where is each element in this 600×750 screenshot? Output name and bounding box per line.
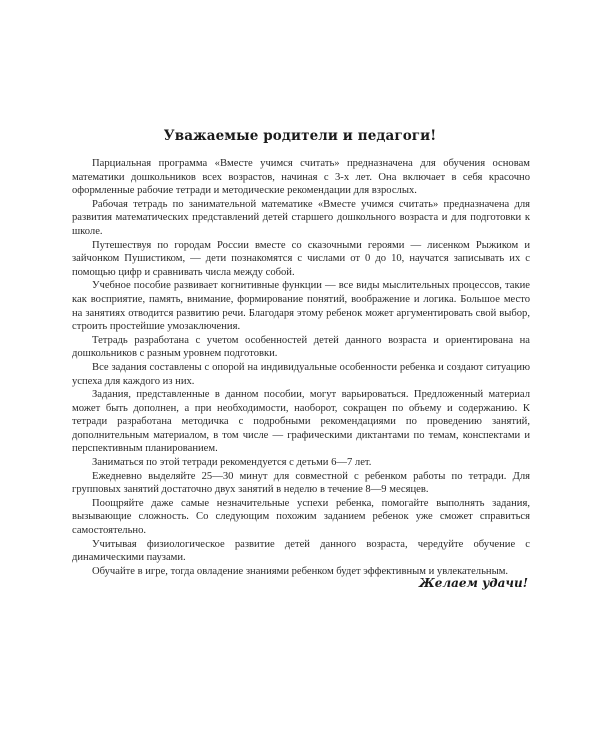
paragraph: Все задания составлены с опорой на индивидуальные особенности ребенка и создают ситуацию успеха для каждого из них. xyxy=(72,361,530,387)
paragraph: Обучайте в игре, тогда овладение знаниями ребенком будет эффективным и увлекательным. xyxy=(92,565,509,577)
paragraph: Учебное пособие развивает когнитивные функции — все виды мыслительных процессов, такие как восприятие, память, внимание, формирование понятий, воображение и логика. Большое место на занятиях отводится развитию речи. Благодаря этому ребенок может аргументировать свой выбор, строить простейшие умозаключения. xyxy=(72,280,530,333)
paragraph: Тетрадь разработана с учетом особенностей детей данного возраста и ориентирована на дошкольников с разным уровнем подготовки. xyxy=(72,334,530,360)
paragraph: Путешествуя по городам России вместе со сказочными героями — лисенком Рыжиком и зайчонком Пушистиком, — дети познакомятся с числами от 0 до 10, научатся записывать их с помощью цифр и сравнивать числа между собой. xyxy=(72,239,530,278)
paragraph: Заниматься по этой тетради рекомендуется с детьми 6—7 лет. xyxy=(92,457,372,469)
paragraph: Задания, представленные в данном пособии, могут варьироваться. Предложенный материал может быть дополнен, а при необходимости, наоборот, сокращен по объему и содержанию. К тетради разработана методичка с подробными рекомендациями по проведению занятий, дополнительным материалом, в том числе — графическими диктантами по темам, конспектами и перспективным планированием. xyxy=(72,389,530,455)
page-title: Уважаемые родители и педагоги! xyxy=(163,128,437,144)
paragraph: Ежедневно выделяйте 25—30 минут для совместной с ребенком работы по тетради. Для групповых занятий достаточно двух занятий в неделю в течение 8—9 месяцев. xyxy=(72,470,530,496)
body-text xyxy=(72,157,530,578)
paragraph: Учитывая физиологическое развитие детей данного возраста, чередуйте обучение с динамическими паузами. xyxy=(72,538,530,564)
paragraph: Парциальная программа «Вместе учимся считать» предназначена для обучения основам математики дошкольников всех возрастов, начиная с 3-х лет. Она включает в себя красочно оформленные рабочие тетради и методические рекомендации для взрослых. xyxy=(72,158,530,197)
paragraph: Рабочая тетрадь по занимательной математике «Вместе учимся считать» предназначена для развития математических представлений детей старшего дошкольного возраста и для подготовки к школе. xyxy=(72,198,530,237)
paragraph: Поощряйте даже самые незначительные успехи ребенка, помогайте выполнять задания, вызывающие сложность. Со следующим похожим заданием ребенок уже сможет справиться самостоятельно. xyxy=(72,497,530,537)
closing-wish: Желаем удачи! xyxy=(418,576,528,590)
